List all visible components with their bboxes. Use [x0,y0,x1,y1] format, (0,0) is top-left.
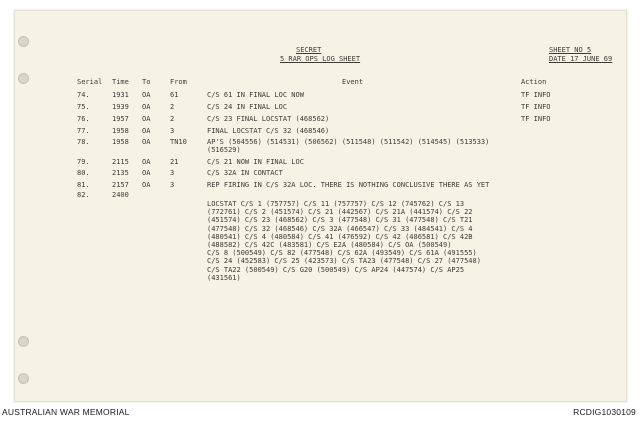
archive-reference: RCDIG1030109 [573,407,636,417]
punch-hole [18,336,29,347]
log-serial-cell: 78. [77,138,90,146]
sheet-date: DATE 17 JUNE 69 [549,55,613,63]
log-event-line: C/S 61 IN FINAL LOC NOW [207,91,304,99]
log-event-line: AP'S (504556) (514531) (506562) (511548) (511542) (514545) (513533) [207,138,490,146]
log-time-cell: 1957 [112,115,129,123]
log-event-line: (516529) [207,146,241,155]
punch-hole [18,36,29,47]
log-time-cell: 1931 [112,91,129,99]
column-header-to: To [142,78,151,86]
log-event-line: REP FIRING IN C/S 32A LOC. THERE IS NOTHING CONCLUSIVE THERE AS YET [207,181,490,189]
log-event-line: C/S TA22 (500549) C/S G20 (500549) C/S AP24 (447574) C/S AP25 [207,265,465,274]
archive-credit: AUSTRALIAN WAR MEMORIAL [2,407,130,417]
sheet-number: SHEET NO 5 [549,46,592,54]
log-to-cell: OA [142,169,151,177]
log-event-line: (772761) C/S 2 (451574) C/S 21 (442567) C/S 21A (441574) C/S 22 [207,208,473,217]
log-from-cell: 21 [170,158,179,166]
column-header-event: Event [342,78,364,86]
log-serial-cell: 75. [77,103,90,111]
log-event-line: FINAL LOCSTAT C/S 32 (468546) [207,127,330,135]
log-event-line: C/S 24 IN FINAL LOC [207,103,288,111]
log-to-cell: OA [142,158,151,166]
log-time-cell: 1958 [112,127,129,135]
log-time-cell: 1958 [112,138,129,146]
log-to-cell: OA [142,103,151,111]
log-action-cell: TF INFO [521,103,551,111]
log-from-cell: 3 [170,127,175,135]
log-to-cell: OA [142,181,151,189]
log-to-cell: OA [142,138,151,146]
classification-title: SECRET [296,46,322,54]
log-to-cell: OA [142,127,151,135]
column-header-from: From [170,78,187,86]
log-time-cell: 2115 [112,158,129,166]
log-event-line: (488582) C/S 42C (483581) C/S E2A (480584) C/S OA (500549) [207,241,452,249]
log-from-cell: 3 [170,169,175,177]
log-event-line: C/S 24 (452583) C/S 25 (423573) C/S TA23 (477548) C/S 27 (477548) [207,257,481,266]
log-from-cell: 2 [170,103,175,111]
log-serial-cell: 77. [77,127,90,135]
log-event-line: (480541) C/S 4 (480584) C/S 41 (476592) C/S 42 (486581) C/S 42B [207,232,473,241]
log-time-cell: 2157 [112,181,129,189]
log-from-cell: TN10 [170,138,187,146]
log-event-line: (431561) [207,273,241,282]
log-action-cell: TF INFO [521,115,551,123]
log-from-cell: 61 [170,91,179,99]
log-to-cell: OA [142,91,151,99]
punch-hole [18,373,29,384]
log-serial-cell: 76. [77,115,90,123]
column-header-action: Action [521,78,547,86]
log-serial-cell: 82. [77,191,90,199]
log-to-cell: OA [142,115,151,123]
log-action-cell: TF INFO [521,91,551,99]
log-event-line: C/S 21 NOW IN FINAL LOC [207,158,304,166]
column-header-time: Time [112,78,129,86]
log-event-line: C/S 23 FINAL LOCSTAT (468562) [207,115,330,123]
log-sheet-title: 5 RAR OPS LOG SHEET [280,55,361,63]
log-from-cell: 3 [170,181,175,189]
log-event-line: C/S 8 (500549) C/S 82 (477548) C/S 62A (493549) C/S 61A (491555) [207,249,477,258]
punch-hole [18,73,29,84]
log-event-line: (451574) C/S 23 (468562) C/S 3 (477548) C/S 31 (477548) C/S T21 [207,216,473,225]
column-header-serial: Serial [77,78,103,86]
log-event-line: (477548) C/S 32 (468546) C/S 32A (466547) C/S 33 (484541) C/S 4 [207,224,473,233]
log-time-cell: 1939 [112,103,129,111]
log-serial-cell: 80. [77,169,90,177]
log-serial-cell: 79. [77,158,90,166]
log-serial-cell: 74. [77,91,90,99]
log-event-line: LOCSTAT C/S 1 (757757) C/S 11 (757757) C/S 12 (745762) C/S 13 [207,200,465,208]
log-event-line: C/S 32A IN CONTACT [207,169,283,177]
log-time-cell: 2135 [112,169,129,177]
log-serial-cell: 81. [77,181,90,189]
log-time-cell: 2400 [112,191,129,199]
log-from-cell: 2 [170,115,175,123]
